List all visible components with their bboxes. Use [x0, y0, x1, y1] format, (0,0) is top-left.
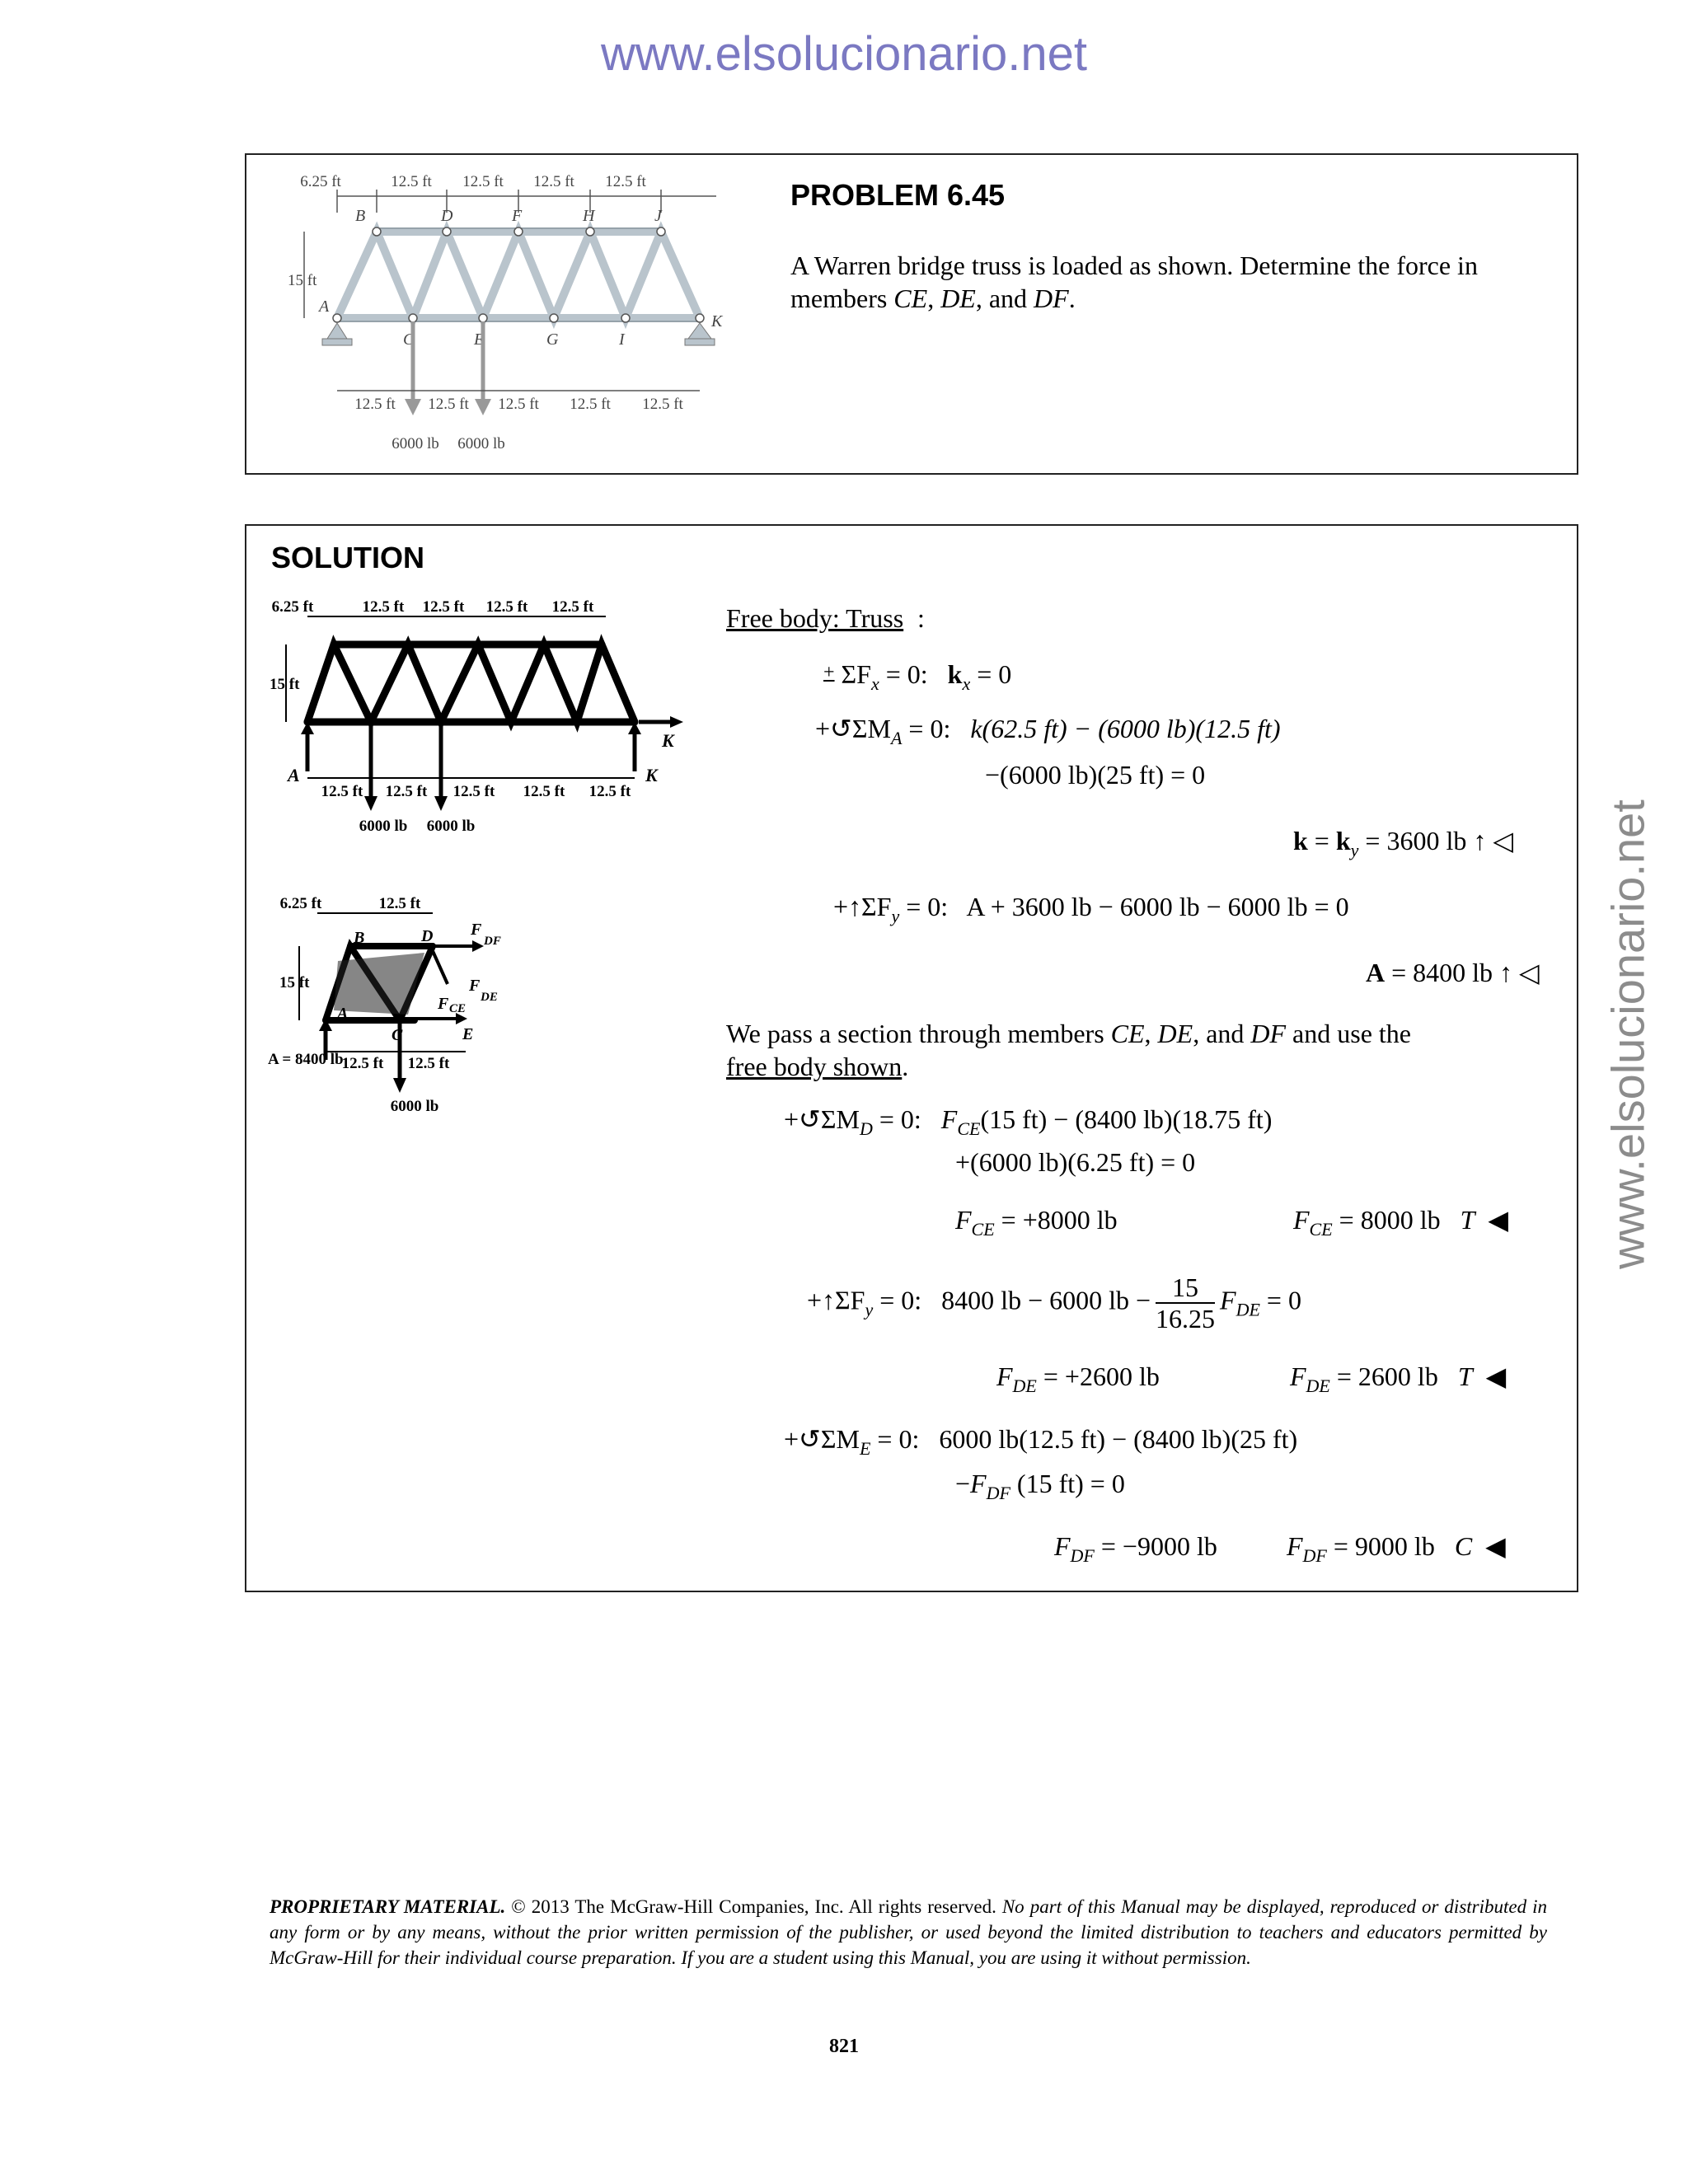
problem-box	[245, 153, 1578, 475]
s2-force-F2: F	[469, 977, 481, 995]
s1-dim-top-0: 6.25 ft	[271, 598, 314, 616]
fce-value: $F_{CE} = +8000$ lb	[955, 1205, 1118, 1240]
eq-sum-me: $+↺\Sigma M_E = 0$: 6000 lb(12.5 ft) − (8400 lb)(25 ft)	[784, 1424, 1298, 1459]
fde-value: $F_{DE} = +2600$ lb	[996, 1361, 1160, 1396]
dim-top-3: 12.5 ft	[533, 173, 574, 190]
s2-dim-top-1: 12.5 ft	[378, 895, 421, 912]
s1-dim-bot-2: 12.5 ft	[452, 783, 495, 800]
node-G: G	[546, 330, 559, 349]
s2-force-F3: F	[438, 995, 449, 1013]
free-body-colon: :	[917, 603, 925, 633]
s2-load: 6000 lb	[390, 1098, 439, 1115]
node-E: E	[474, 330, 485, 349]
fdf-answer: $F_{DF} = 9000$ lb C ◀	[1287, 1531, 1506, 1566]
problem-title: PROBLEM 6.45	[790, 178, 1006, 212]
node-B: B	[355, 207, 366, 225]
load-2: 6000 lb	[457, 435, 505, 452]
dim-bot-4: 12.5 ft	[642, 396, 683, 413]
page-number: 821	[829, 2036, 859, 2057]
dim-top-1: 12.5 ft	[391, 173, 432, 190]
s2-dim-bot-1: 12.5 ft	[407, 1055, 450, 1072]
eq-sum-fy-2: $+↑\Sigma F_y = 0$: 8400 lb − 6000 lb − $\frac{15}{16.25}$ $F_{DE} = 0$	[807, 1272, 1301, 1333]
s2-dim-top-0: 6.25 ft	[279, 895, 322, 912]
dim-bot-3: 12.5 ft	[570, 396, 611, 413]
node-I: I	[619, 330, 625, 349]
s1-height: 15 ft	[270, 676, 300, 693]
s2-force-DE: DE	[481, 991, 498, 1004]
s1-reaction-Ky: K	[645, 765, 658, 785]
node-F: F	[512, 207, 523, 225]
fde-answer: $F_{DE} = 2600$ lb T ◀	[1290, 1361, 1507, 1396]
s1-dim-bot-0: 12.5 ft	[321, 783, 363, 800]
s2-node-C: C	[392, 1026, 403, 1044]
s2-dim-bot-0: 12.5 ft	[341, 1055, 384, 1072]
s1-load-2: 6000 lb	[426, 818, 476, 835]
s2-force-DF: DF	[484, 935, 501, 948]
s1-load-1: 6000 lb	[359, 818, 408, 835]
node-K: K	[711, 312, 723, 330]
s1-reaction-A: A	[288, 765, 300, 785]
result-k: $k = k_y = 3600$ lb ↑ ◁	[1293, 826, 1513, 860]
solution-truss-figure	[268, 598, 705, 837]
problem-truss-figure	[288, 170, 749, 454]
node-A: A	[319, 298, 330, 316]
footer-notice: PROPRIETARY MATERIAL. © 2013 The McGraw-Hill Companies, Inc. All rights reserved. No part of this Manual may be displayed, reproduced or distributed in any form or by any means, without the prior written permission of the publisher, or used beyond the limited distribution to teachers and educators permitted by McGraw-Hill for their individual course preparation. If you are a student using this Manual, you are using it without permission.	[270, 1896, 1547, 1968]
fdf-value: $F_{DF} = -9000$ lb	[1054, 1531, 1217, 1566]
load-1: 6000 lb	[392, 435, 439, 452]
eq-sum-me-2: $-F_{DF}$ (15 ft) = 0	[955, 1469, 1125, 1503]
s1-dim-top-3: 12.5 ft	[485, 598, 528, 616]
section-text: We pass a section through members CE, DE, and DF and use the	[726, 1019, 1411, 1048]
dim-top-0: 6.25 ft	[300, 173, 341, 190]
s1-dim-bot-3: 12.5 ft	[523, 783, 565, 800]
node-D: D	[441, 207, 453, 225]
s2-reaction: A = 8400 lb	[268, 1051, 344, 1068]
s1-dim-top-2: 12.5 ft	[422, 598, 465, 616]
watermark-side[interactable]: www.elsolucionario.net	[1601, 799, 1654, 1269]
height-dim: 15 ft	[288, 272, 317, 289]
node-C: C	[403, 330, 415, 349]
free-body-label: Free body: Truss	[726, 603, 904, 633]
eq-sum-md-2: +(6000 lb)(6.25 ft) = 0	[955, 1147, 1196, 1177]
solution-title: SOLUTION	[271, 541, 424, 574]
s2-node-E: E	[462, 1025, 474, 1043]
fce-answer: $F_{CE} = 8000$ lb T ◀	[1293, 1205, 1509, 1240]
s2-height: 15 ft	[279, 974, 310, 991]
dim-bot-0: 12.5 ft	[354, 396, 396, 413]
s1-dim-top-4: 12.5 ft	[551, 598, 594, 616]
s1-dim-bot-1: 12.5 ft	[385, 783, 428, 800]
dim-bot-2: 12.5 ft	[498, 396, 539, 413]
dim-bot-1: 12.5 ft	[428, 396, 469, 413]
node-H: H	[583, 207, 595, 225]
section-text-2: free body shown.	[726, 1052, 909, 1081]
problem-statement: A Warren bridge truss is loaded as shown. Determine the force in members CE, DE, and DF.	[790, 251, 1478, 313]
eq-sum-ma-2: −(6000 lb)(25 ft) = 0	[985, 760, 1206, 790]
eq-sum-fy-1: $+↑\Sigma F_y = 0$: A + 3600 lb − 6000 lb − 6000 lb = 0	[833, 892, 1349, 926]
dim-top-2: 12.5 ft	[462, 173, 504, 190]
s1-reaction-Kx: K	[662, 730, 674, 751]
solution-box	[245, 524, 1578, 1592]
result-a: A = 8400 lb ↑ ◁	[1366, 958, 1540, 987]
s2-force-CE: CE	[449, 1002, 467, 1015]
s2-force-F1: F	[471, 921, 482, 939]
dim-top-4: 12.5 ft	[605, 173, 646, 190]
eq-sum-md: $+↺\Sigma M_D = 0$: $F_{CE}(15$ ft) − (8400 lb)(18.75 ft)	[784, 1104, 1273, 1139]
s1-dim-bot-4: 12.5 ft	[588, 783, 631, 800]
eq-sum-ma: $+↺\Sigma M_A = 0$: k(62.5 ft) − (6000 lb)(12.5 ft)	[815, 714, 1281, 748]
s1-dim-top-1: 12.5 ft	[362, 598, 405, 616]
s2-node-A: A	[337, 1005, 349, 1023]
s2-node-B: B	[354, 929, 365, 947]
node-J: J	[654, 207, 662, 225]
s2-node-D: D	[421, 927, 434, 945]
section-free-body-figure	[268, 895, 515, 1118]
eq-sum-fx: + $\Sigma F_x = 0$: $k_x = 0$	[823, 659, 1012, 694]
watermark-top[interactable]: www.elsolucionario.net	[601, 27, 1087, 81]
